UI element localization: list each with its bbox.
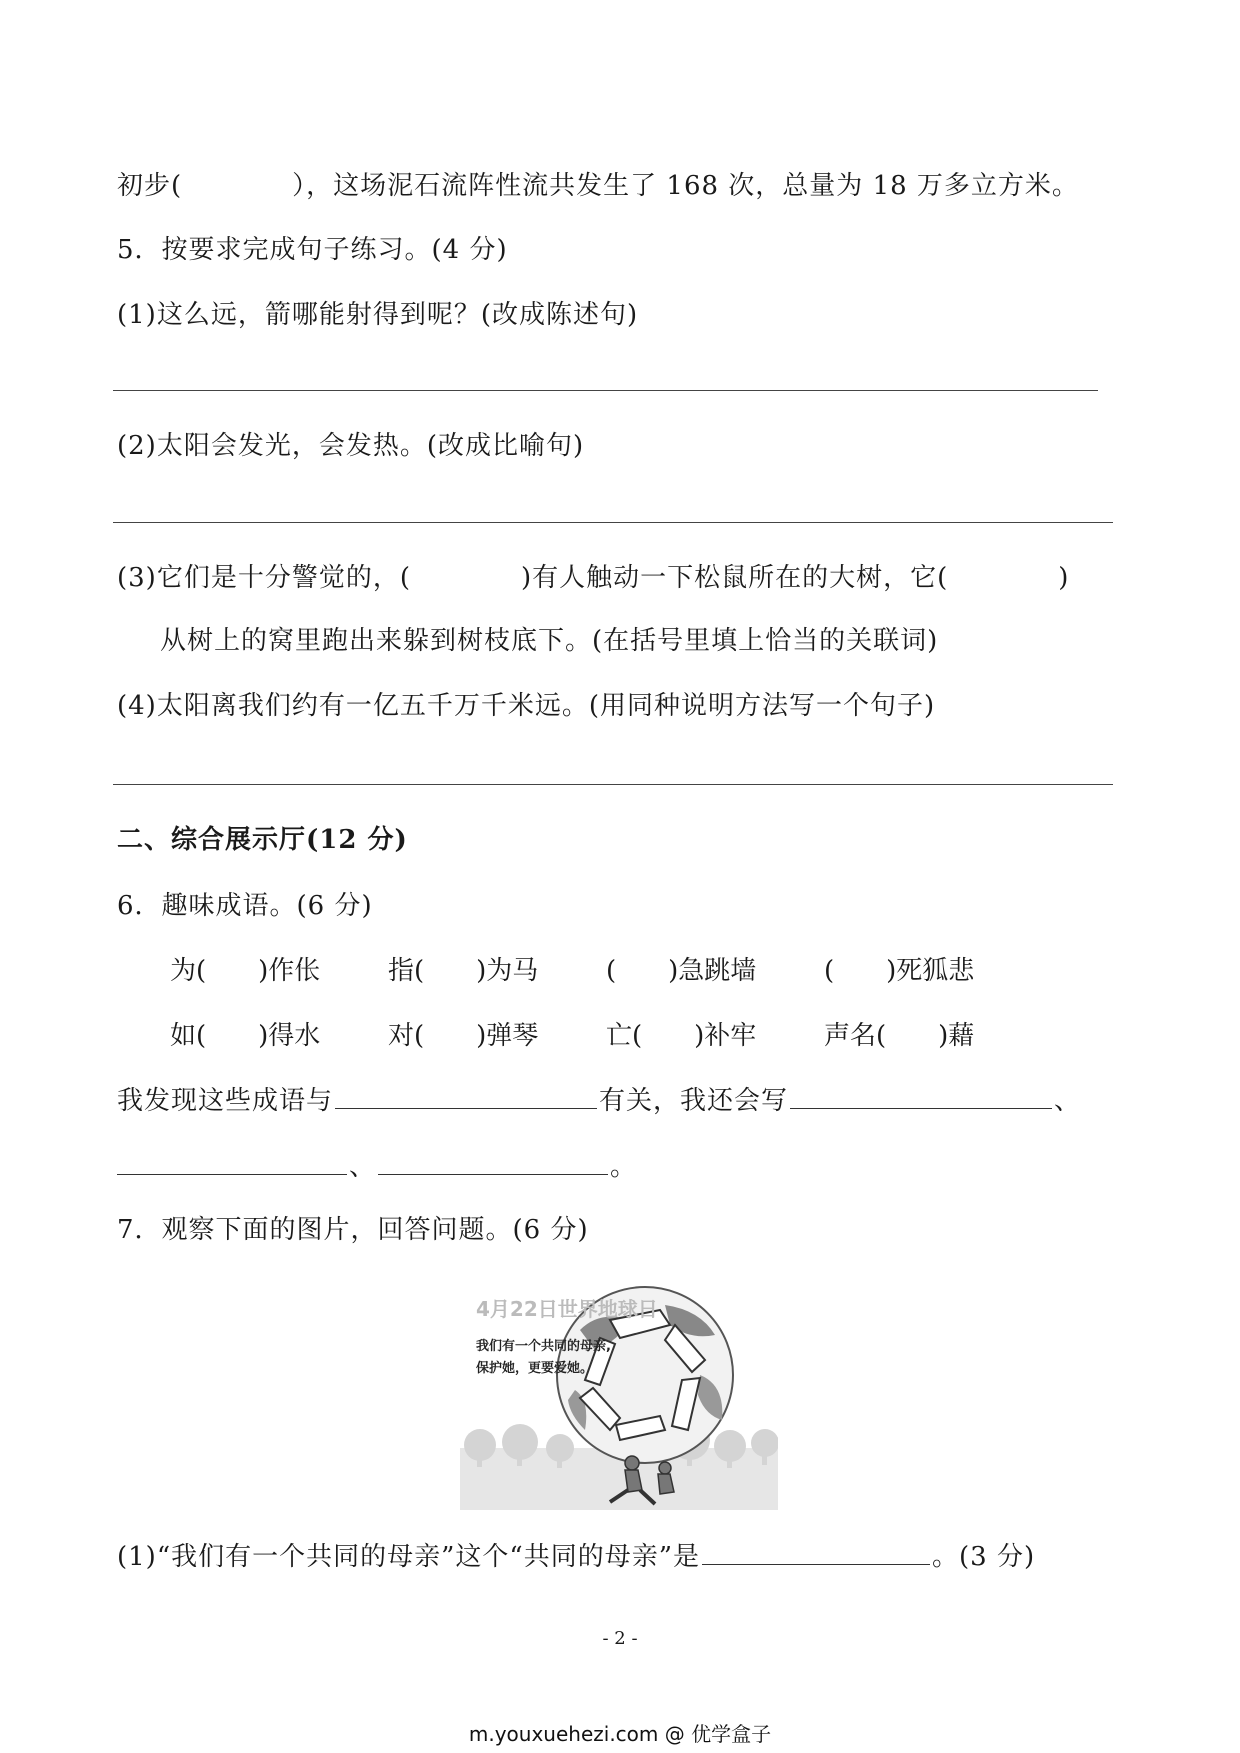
answer-line-1[interactable] — [113, 390, 1098, 391]
q5-item1: (1)这么远，箭哪能射得到呢？(改成陈述句) — [117, 300, 639, 330]
section2-title: 二、综合展示厅(12 分) — [117, 825, 408, 855]
q4-item6-post: ），这场泥石流阵性流共发生了 168 次，总量为 18 万多立方米。 — [292, 171, 1079, 201]
q6-find — [117, 1082, 1081, 1119]
idiom-item[interactable]: 亡( )补牢 — [606, 1021, 757, 1051]
answer-blank[interactable] — [335, 1082, 597, 1109]
q5-item3-c: ) — [1058, 563, 1070, 593]
q6-find-a: 我发现这些成语与 — [117, 1086, 334, 1116]
q5-item2: (2)太阳会发光，会发热。(改成比喻句) — [117, 431, 585, 461]
q4-item6 — [117, 168, 1079, 204]
idiom-item[interactable]: 指( )为马 — [388, 956, 539, 986]
idiom-item[interactable]: 为( )作伥 — [170, 956, 321, 986]
idiom-item[interactable]: 声名( )藉 — [824, 1021, 975, 1051]
q7-item1-a: (1)“我们有一个共同的母亲”这个“共同的母亲”是 — [117, 1542, 700, 1572]
q5-item3-a: (3)它们是十分警觉的，( — [117, 563, 411, 593]
idiom-item[interactable]: ( )急跳墙 — [606, 956, 757, 986]
q5-title: 5．按要求完成句子练习。(4 分) — [117, 235, 508, 265]
q7-title: 7．观察下面的图片，回答问题。(6 分) — [117, 1215, 589, 1245]
idiom-item[interactable]: 如( )得水 — [170, 1021, 321, 1051]
q6-find-e: 。 — [610, 1152, 638, 1182]
q5-item3 — [117, 560, 1069, 596]
q5-item3-b: )有人触动一下松鼠所在的大树，它( — [520, 563, 949, 593]
poster-line1: 我们有一个共同的母亲, — [476, 1339, 611, 1354]
poster-title: 4月22日世界地球日 — [476, 1297, 658, 1321]
idiom-row-1 — [170, 953, 1042, 989]
answer-blank[interactable] — [117, 1148, 347, 1175]
q6-find-b: 有关，我还会写 — [599, 1086, 789, 1116]
q4-item6-pre: 初步( — [117, 171, 183, 201]
q6-find-c: 、 — [1054, 1086, 1082, 1116]
answer-blank[interactable] — [702, 1538, 930, 1565]
answer-line-4[interactable] — [113, 784, 1113, 785]
q7-item1 — [117, 1538, 1035, 1575]
answer-line-2[interactable] — [113, 522, 1113, 523]
idiom-row-2 — [170, 1018, 1042, 1054]
q5-item4: (4)太阳离我们约有一亿五千万千米远。(用同种说明方法写一个句子) — [117, 691, 936, 721]
idiom-item[interactable]: 对( )弹琴 — [388, 1021, 539, 1051]
q6-title: 6．趣味成语。(6 分) — [117, 891, 373, 921]
q6-find-2 — [117, 1148, 637, 1185]
earth-day-illustration — [460, 1280, 778, 1510]
q5-item3-cont: 从树上的窝里跑出来躲到树枝底下。(在括号里填上恰当的关联词) — [160, 626, 939, 656]
answer-blank[interactable] — [378, 1148, 608, 1175]
page-number: - 2 - — [602, 1628, 638, 1649]
answer-blank[interactable] — [790, 1082, 1052, 1109]
idiom-item[interactable]: ( )死狐悲 — [824, 956, 975, 986]
poster-line2: 保护她，更要爱她。 — [476, 1361, 594, 1376]
earth-day-poster — [460, 1280, 778, 1510]
footer-watermark: m.youxuehezi.com @ 优学盒子 — [468, 1722, 772, 1746]
q7-item1-b: 。(3 分) — [932, 1542, 1036, 1572]
q6-find-d: 、 — [349, 1152, 377, 1182]
